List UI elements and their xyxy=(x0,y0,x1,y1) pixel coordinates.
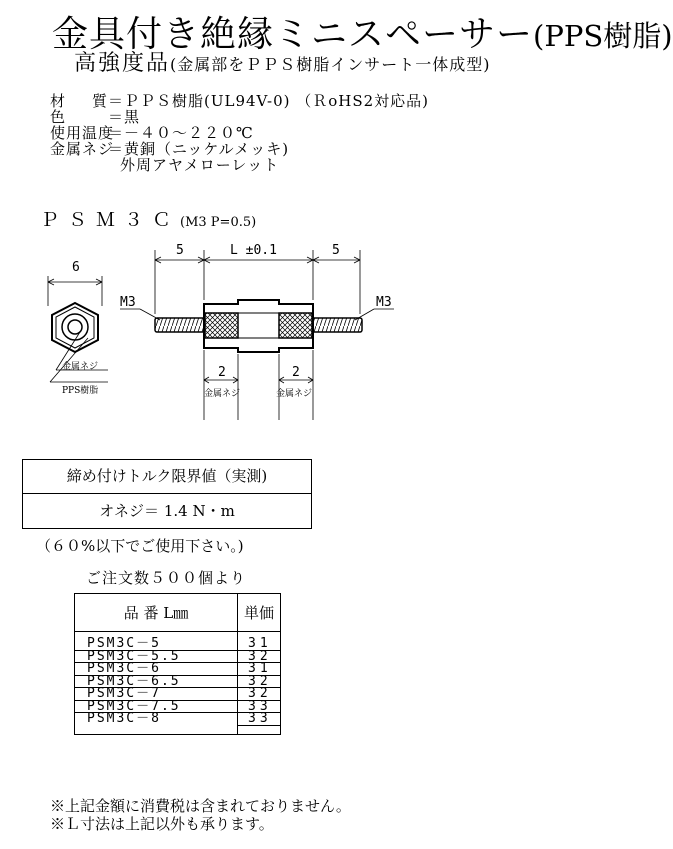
legend-metal-label: 金属ネジ xyxy=(62,362,99,372)
spec-value: ＝ＰＰＳ樹脂(UL94V-0) （ＲoHS2対応品) xyxy=(108,92,430,110)
header-part-number: 品 番 L㎜ xyxy=(75,594,238,632)
insert-depth-left: 2 xyxy=(218,365,226,380)
footnote-custom-length: ※Ｌ寸法は上記以外も承ります。 xyxy=(50,815,274,833)
side-view xyxy=(120,243,394,420)
price-table xyxy=(74,593,281,735)
part-number: PSM3C－8 xyxy=(87,711,161,726)
thread-label-right: M3 xyxy=(376,295,392,310)
spec-key: 金属ネジ xyxy=(50,140,115,158)
left-thread-length: 5 xyxy=(176,243,184,258)
part-number: PSM3C－5.5 xyxy=(75,651,237,664)
unit-price: 31 xyxy=(238,638,280,651)
subtitle-note: (金属部をＰＰＳ樹脂インサート一体成型) xyxy=(170,55,491,74)
title-main: 金具付き絶縁ミニスペーサー xyxy=(52,14,534,55)
spec-value: 外周アヤメローレット xyxy=(120,156,280,174)
subtitle xyxy=(74,46,491,77)
unit-price: 32 xyxy=(238,688,280,701)
spec-key: 材 質 xyxy=(50,92,108,110)
part-number: PSM3C－6.5 xyxy=(75,676,237,689)
part-number: PSM3C－7.5 xyxy=(75,701,237,714)
part-number: PSM3C－5 xyxy=(75,638,237,651)
torque-header: 締め付けトルク限界値（実測) xyxy=(23,460,311,494)
subtitle-main: 高強度品 xyxy=(74,51,171,76)
minimum-order-note: ご注文数５００個より xyxy=(86,569,247,587)
legend-pps-label: PPS樹脂 xyxy=(62,386,99,396)
spec-value: ＝－４０～２２０℃ xyxy=(108,124,254,142)
spec-value: ＝黒 xyxy=(108,108,141,126)
spacer-drawing xyxy=(0,230,643,430)
insert-label-left: 金属ネジ xyxy=(204,389,241,399)
hex-width-label: 6 xyxy=(72,260,80,275)
spec-row-knurl xyxy=(50,154,279,175)
unit-price: 31 xyxy=(238,663,280,676)
insert-label-right: 金属ネジ xyxy=(276,389,313,399)
part-number: PSM3C－6 xyxy=(75,663,237,676)
spec-key: 使用温度 xyxy=(50,124,115,142)
model-thread-spec: (M3 P=0.5) xyxy=(180,215,257,230)
thread-label-left: M3 xyxy=(120,295,136,310)
unit-price: 32 xyxy=(238,676,280,689)
model-name: ＰＳＭ３Ｃ xyxy=(40,209,181,231)
spec-key: 色 xyxy=(50,108,67,126)
torque-note: （６０%以下でご使用下さい。) xyxy=(36,537,244,555)
insert-depth-right: 2 xyxy=(292,365,300,380)
torque-limit-box xyxy=(22,459,312,529)
model-number xyxy=(40,205,256,232)
right-thread-length: 5 xyxy=(332,243,340,258)
header-unit-price: 単価 xyxy=(238,594,281,632)
table-header-row xyxy=(75,594,281,632)
hex-end-view xyxy=(48,260,108,396)
body-length: L ±0.1 xyxy=(230,243,277,258)
unit-price: 33 xyxy=(238,701,280,714)
part-number: PSM3C－7 xyxy=(75,688,237,701)
unit-price: 33 xyxy=(238,713,280,726)
title-material: (PPS樹脂) xyxy=(533,19,673,53)
footnote-tax: ※上記金額に消費税は含まれておりません。 xyxy=(50,797,351,815)
spec-value: ＝黄銅（ニッケルメッキ) xyxy=(108,140,290,158)
unit-price: 32 xyxy=(238,651,280,664)
table-body-row xyxy=(75,632,281,735)
torque-value: オネジ＝ 1.4 N・m xyxy=(99,502,235,520)
